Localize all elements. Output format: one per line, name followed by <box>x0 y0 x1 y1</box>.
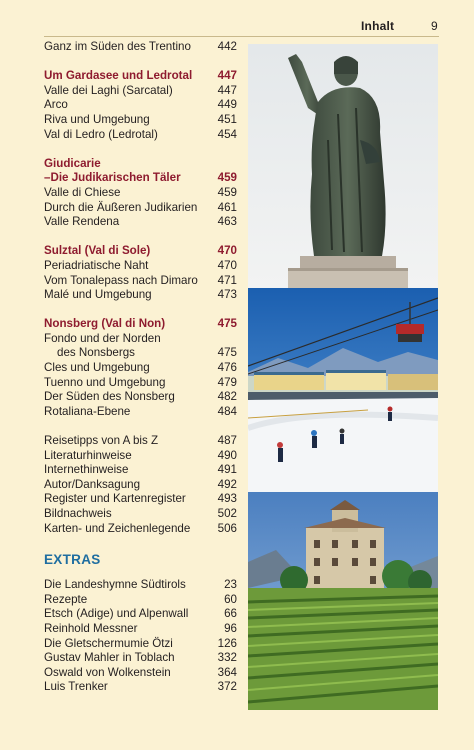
toc-entry-title: Ganz im Süden des Trentino <box>44 40 191 53</box>
extras-entry-page: 126 <box>217 636 237 650</box>
toc-entry <box>44 288 237 303</box>
extras-entry-title: Luis Trenker <box>44 680 108 694</box>
toc-entry <box>44 113 237 128</box>
toc-entry-title: Register und Kartenregister <box>44 492 186 506</box>
toc-entry <box>44 84 237 99</box>
toc-spacer <box>44 55 237 70</box>
toc-entry-title: –Die Judikarischen Täler <box>44 171 181 185</box>
toc-entry-page: 461 <box>217 200 237 214</box>
toc-entry-page: 471 <box>217 273 237 287</box>
toc-entry-page: 492 <box>217 477 237 491</box>
toc-spacer <box>44 230 237 245</box>
extras-entry-title: Oswald von Wolkenstein <box>44 665 171 679</box>
toc-entry-page: 490 <box>217 448 237 462</box>
toc-entry <box>44 507 237 522</box>
toc-entry-page: 475 <box>217 317 237 331</box>
toc-entry <box>44 40 237 55</box>
toc-entry <box>44 201 237 216</box>
toc-entry-title: Karten- und Zeichenlegende <box>44 521 191 535</box>
toc-entry-page: 470 <box>217 244 237 258</box>
extras-entry <box>44 622 237 637</box>
table-of-contents <box>44 40 237 695</box>
toc-entry-title: Autor/Danksagung <box>44 477 141 491</box>
ski-resort-photo <box>248 288 438 492</box>
toc-section-heading <box>44 244 237 259</box>
toc-section-heading <box>44 69 237 84</box>
extras-entry <box>44 680 237 695</box>
toc-entry-title: Riva und Umgebung <box>44 112 150 126</box>
extras-entry-page: 60 <box>224 592 237 606</box>
toc-entry-page: 491 <box>217 463 237 477</box>
toc-entry <box>44 492 237 507</box>
toc-entry-page: 459 <box>217 185 237 199</box>
toc-entry-title: Reisetipps von A bis Z <box>44 434 159 448</box>
toc-entry-title: Cles und Umgebung <box>44 361 150 375</box>
toc-entry-title: Rotaliana-Ebene <box>44 404 131 418</box>
toc-entry-page: 484 <box>217 404 237 418</box>
extras-entry <box>44 578 237 593</box>
toc-entry-title: Tuenno und Umgebung <box>44 375 166 389</box>
toc-entry <box>44 361 237 376</box>
extras-entry <box>44 651 237 666</box>
photo-column <box>248 44 438 710</box>
toc-entry-page: 470 <box>217 258 237 272</box>
toc-entry-title: Bildnachweis <box>44 507 112 520</box>
header-rule <box>44 36 439 37</box>
castle-vineyard-photo <box>248 492 438 710</box>
toc-entry-title: Valle dei Laghi (Sarcatal) <box>44 83 173 97</box>
toc-entry-title: Giudicarie <box>44 156 101 170</box>
toc-entry-title: Nonsberg (Val di Non) <box>44 317 166 331</box>
toc-entry-title: Durch die Äußeren Judikarien <box>44 200 198 214</box>
toc-entry <box>44 405 237 420</box>
toc-entry <box>44 463 237 478</box>
toc-entry-page: 473 <box>217 288 237 302</box>
toc-entry-page: 447 <box>217 83 237 97</box>
header-title: Inhalt <box>361 19 395 33</box>
extras-entry <box>44 637 237 652</box>
toc-entry <box>44 376 237 391</box>
extras-entry <box>44 593 237 608</box>
toc-section-heading <box>44 317 237 332</box>
toc-entry-page: 463 <box>217 215 237 229</box>
extras-entry-title: Die Gletschermumie Ötzi <box>44 636 173 650</box>
toc-entry <box>44 478 237 493</box>
toc-entry-title: Sulztal (Val di Sole) <box>44 244 151 258</box>
toc-entry-title: Fondo und der Norden <box>44 331 161 345</box>
extras-entry <box>44 607 237 622</box>
extras-entry-title: Die Landeshymne Südtirols <box>44 578 186 592</box>
toc-list <box>44 40 237 536</box>
toc-entry <box>44 522 237 537</box>
toc-entry-page: 442 <box>217 40 237 53</box>
extras-entry <box>44 666 237 681</box>
toc-spacer <box>44 303 237 318</box>
toc-section-heading <box>44 171 237 186</box>
toc-entry-page: 475 <box>217 346 237 360</box>
toc-entry <box>44 390 237 405</box>
toc-entry-page: 479 <box>217 375 237 389</box>
toc-entry-page: 459 <box>217 171 237 185</box>
toc-section-heading <box>44 157 237 172</box>
extras-entry-title: Reinhold Messner <box>44 621 138 635</box>
toc-entry-page: 506 <box>217 521 237 535</box>
extras-entry-title: Etsch (Adige) und Alpenwall <box>44 607 189 621</box>
toc-spacer <box>44 142 237 157</box>
toc-entry <box>44 434 237 449</box>
page-header <box>0 0 474 34</box>
toc-entry-title: Literaturhinweise <box>44 448 132 462</box>
extras-heading: EXTRAS <box>44 552 101 568</box>
toc-entry-title: Der Süden des Nonsberg <box>44 390 175 404</box>
extras-entry-title: Gustav Mahler in Toblach <box>44 651 175 665</box>
toc-entry <box>44 215 237 230</box>
extras-entry-page: 364 <box>217 665 237 679</box>
toc-entry <box>44 98 237 113</box>
extras-list <box>44 578 237 695</box>
toc-entry-title: Valle Rendena <box>44 215 120 229</box>
toc-entry-title: Valle di Chiese <box>44 185 121 199</box>
extras-entry-page: 96 <box>224 621 237 635</box>
toc-entry-title: Vom Tonalepass nach Dimaro <box>44 273 198 287</box>
extras-entry-page: 23 <box>224 578 237 592</box>
toc-entry-page: 447 <box>217 69 237 83</box>
toc-entry-page: 449 <box>217 98 237 112</box>
toc-entry-page: 493 <box>217 492 237 506</box>
extras-entry-page: 66 <box>224 607 237 621</box>
extras-entry-page: 372 <box>217 680 237 694</box>
statue-photo <box>248 44 438 288</box>
toc-spacer <box>44 419 237 434</box>
extras-entry-page: 332 <box>217 651 237 665</box>
toc-entry-page: 487 <box>217 434 237 448</box>
toc-entry <box>44 274 237 289</box>
toc-entry-title: Arco <box>44 98 68 112</box>
toc-entry <box>44 346 237 361</box>
toc-entry-title: Val di Ledro (Ledrotal) <box>44 127 158 141</box>
toc-entry-page: 482 <box>217 390 237 404</box>
toc-entry-title: Periadriatische Naht <box>44 258 149 272</box>
toc-entry-title: des Nonsbergs <box>57 346 135 360</box>
toc-entry-title: Um Gardasee und Ledrotal <box>44 69 193 83</box>
toc-entry <box>44 332 237 347</box>
toc-entry <box>44 259 237 274</box>
toc-entry-title: Internethinweise <box>44 463 129 477</box>
toc-entry-page: 502 <box>217 507 237 520</box>
toc-entry-page: 454 <box>217 127 237 141</box>
toc-entry <box>44 186 237 201</box>
page-number: 9 <box>431 19 438 33</box>
toc-entry-page: 476 <box>217 361 237 375</box>
toc-entry-page: 451 <box>217 112 237 126</box>
extras-entry-title: Rezepte <box>44 592 88 606</box>
toc-entry <box>44 128 237 143</box>
toc-entry <box>44 449 237 464</box>
toc-entry-title: Malé und Umgebung <box>44 288 152 302</box>
